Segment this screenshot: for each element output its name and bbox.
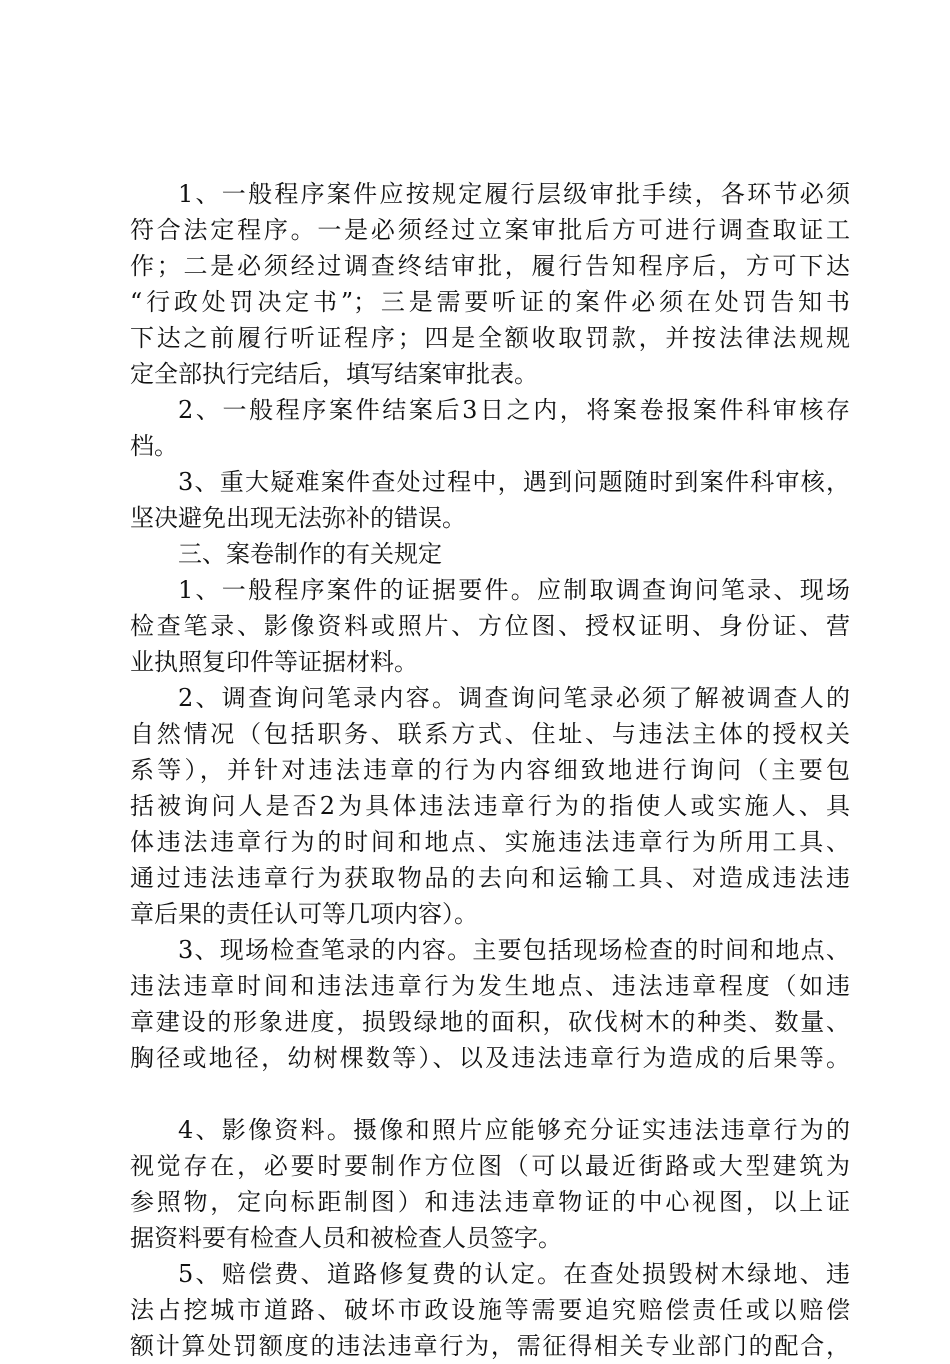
paragraph-gap bbox=[130, 1076, 850, 1112]
paragraph-5-line-5: 体违法违章行为的时间和地点、实施违法违章行为所用工具、 bbox=[130, 828, 850, 856]
paragraph-1-line-1: 1、一般程序案件应按规定履行层级审批手续，各环节必须 bbox=[178, 180, 850, 208]
paragraph-8-line-2: 法占挖城市道路、破坏市政设施等需要追究赔偿责任或以赔偿 bbox=[130, 1296, 850, 1324]
paragraph-7-line-3: 参照物，定向标距制图）和违法违章物证的中心视图，以上证 bbox=[130, 1188, 850, 1216]
document-body bbox=[130, 176, 850, 1364]
paragraph-5-line-2: 自然情况（包括职务、联系方式、住址、与违法主体的授权关 bbox=[130, 720, 850, 748]
paragraph-3-line-1: 3、重大疑难案件查处过程中，遇到问题随时到案件科审核， bbox=[178, 468, 850, 496]
paragraph-1-line-2: 符合法定程序。一是必须经过立案审批后方可进行调查取证工 bbox=[130, 216, 850, 244]
paragraph-3-line-2: 坚决避免出现无法弥补的错误。 bbox=[130, 504, 466, 532]
paragraph-1-line-3: 作；二是必须经过调查终结审批，履行告知程序后，方可下达 bbox=[130, 252, 850, 280]
paragraph-4-line-3: 业执照复印件等证据材料。 bbox=[130, 648, 418, 676]
paragraph-6-line-1: 3、现场检查笔录的内容。主要包括现场检查的时间和地点、 bbox=[178, 936, 850, 964]
paragraph-5-line-3: 系等），并针对违法违章的行为内容细致地进行询问（主要包 bbox=[130, 756, 850, 784]
paragraph-1-line-4: “行政处罚决定书”；三是需要听证的案件必须在处罚告知书 bbox=[130, 288, 850, 316]
paragraph-4-line-2: 检查笔录、影像资料或照片、方位图、授权证明、身份证、营 bbox=[130, 612, 850, 640]
section-heading: 三、案卷制作的有关规定 bbox=[178, 540, 442, 568]
paragraph-6-line-2: 违法违章时间和违法违章行为发生地点、违法违章程度（如违 bbox=[130, 972, 850, 1000]
paragraph-6-line-4: 胸径或地径，幼树棵数等）、以及违法违章行为造成的后果等。 bbox=[130, 1044, 850, 1072]
paragraph-5-line-1: 2、调查询问笔录内容。调查询问笔录必须了解被调查人的 bbox=[178, 684, 850, 712]
paragraph-5-line-4: 括被询问人是否2为具体违法违章行为的指使人或实施人、具 bbox=[130, 792, 850, 820]
paragraph-6-line-3: 章建设的形象进度，损毁绿地的面积，砍伐树木的种类、数量、 bbox=[130, 1008, 850, 1036]
paragraph-4-line-1: 1、一般程序案件的证据要件。应制取调查询问笔录、现场 bbox=[178, 576, 850, 604]
paragraph-2-line-2: 档。 bbox=[130, 432, 178, 460]
paragraph-8-line-3: 额计算处罚额度的违法违章行为，需征得相关专业部门的配合， bbox=[130, 1332, 850, 1360]
paragraph-5-line-6: 通过违法违章行为获取物品的去向和运输工具、对造成违法违 bbox=[130, 864, 850, 892]
paragraph-5-line-7: 章后果的责任认可等几项内容）。 bbox=[130, 900, 478, 928]
paragraph-1-line-5: 下达之前履行听证程序；四是全额收取罚款，并按法律法规规 bbox=[130, 324, 850, 352]
paragraph-1-line-6: 定全部执行完结后，填写结案审批表。 bbox=[130, 360, 538, 388]
paragraph-7-line-2: 视觉存在，必要时要制作方位图（可以最近街路或大型建筑为 bbox=[130, 1152, 850, 1180]
paragraph-7-line-1: 4、影像资料。摄像和照片应能够充分证实违法违章行为的 bbox=[178, 1116, 850, 1144]
paragraph-7-line-4: 据资料要有检查人员和被检查人员签字。 bbox=[130, 1224, 562, 1252]
paragraph-8-line-1: 5、赔偿费、道路修复费的认定。在查处损毁树木绿地、违 bbox=[178, 1260, 850, 1288]
paragraph-2-line-1: 2、一般程序案件结案后3日之内，将案卷报案件科审核存 bbox=[178, 396, 850, 424]
